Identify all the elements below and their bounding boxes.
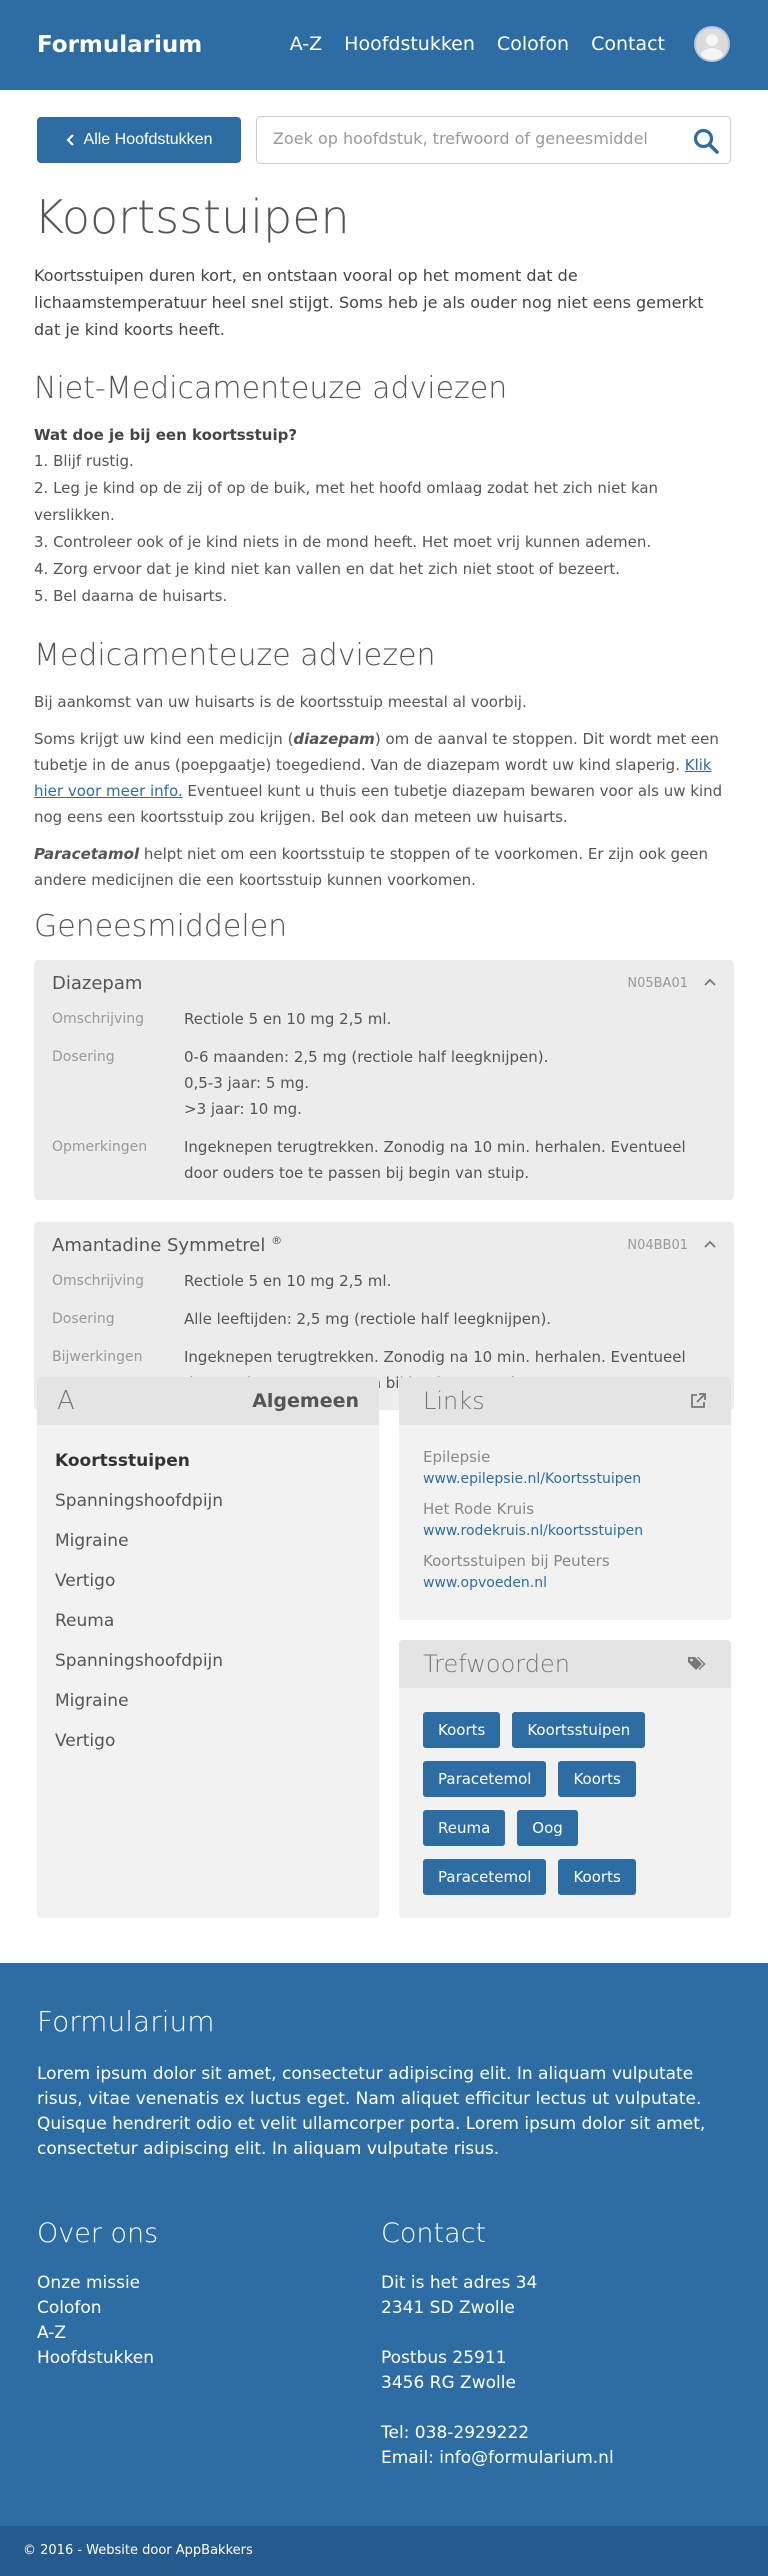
drug-row-label: Dosering: [52, 1311, 115, 1327]
tag-button[interactable]: Koortsstuipen: [512, 1712, 645, 1748]
step-item: 2. Leg je kind op de zij of op de buik, met het hoofd omlaag zodat het zich niet kan verslikken.: [34, 479, 659, 524]
copyright-bar: © 2016 - Website door AppBakkers: [0, 2526, 768, 2576]
drug-row-label: Dosering: [52, 1049, 115, 1065]
step-item: 5. Bel daarna de huisarts.: [34, 587, 228, 605]
link-item: [423, 1551, 707, 1593]
drugs-heading: Geneesmiddelen: [34, 909, 288, 944]
link-list: [399, 1425, 731, 1625]
drug-row-label: Omschrijving: [52, 1273, 144, 1289]
index-header: [37, 1377, 379, 1425]
question-title: Wat doe je bij een koortsstuip?: [34, 426, 298, 444]
spacer: [381, 2396, 614, 2421]
drug-row: [52, 1306, 716, 1332]
footer-about-heading: Over ons: [37, 2218, 159, 2249]
drug-row: [52, 1006, 716, 1032]
external-link-icon: [689, 1392, 707, 1410]
index-item[interactable]: Reuma: [55, 1611, 115, 1631]
intro-text: Koortsstuipen duren kort, en ontstaan vooral op het moment dat de lichaamstemperatuur heel snel stijgt. Soms heb je als ouder nog niet eens gemerkt dat je kind koorts heeft.: [34, 266, 704, 339]
search-input[interactable]: [273, 129, 673, 148]
drug-row-value: Ingeknepen terugtrekken. Zonodig na 10 min. herhalen. Eventueel door ouders toe te passen bij begin van stuip.: [184, 1138, 686, 1182]
footer-about: [37, 2218, 158, 2371]
drug-card-diazepam: [34, 960, 734, 1200]
drug-row-value: Ingeknepen terugtrekken. Zonodig na 10 min. herhalen. Eventueel bij: [184, 1348, 686, 1392]
footer-contact-lines: [381, 2271, 614, 2471]
links-panel: [399, 1377, 731, 1620]
drug-card-header[interactable]: [52, 1230, 716, 1260]
footer-description: Lorem ipsum dolor sit amet, consectetur adipiscing elit. In aliquam vulputate risus, vitae venenatis ex luctus eget. Nam aliquet efficitur lectus ut vulputate. Quisque hendrerit odio et velit ullamcorper porta. Lorem ipsum dolor sit amet, consectetur adipiscing elit. In aliquam vulputate risus.: [37, 2064, 706, 2159]
paracetamol-emphasis: Paracetamol: [34, 845, 140, 863]
tags-panel: [399, 1640, 731, 1918]
tag-button[interactable]: Reuma: [423, 1810, 505, 1846]
footer-link[interactable]: A-Z: [37, 2323, 67, 2343]
step-item: 1. Blijf rustig.: [34, 452, 134, 470]
index-item[interactable]: Vertigo: [55, 1571, 116, 1591]
footer-about-links: [37, 2271, 158, 2371]
links-title: Links: [423, 1387, 485, 1415]
drug-row-label: Opmerkingen: [52, 1139, 148, 1155]
phone-line[interactable]: Tel: 038-2929222: [381, 2423, 530, 2443]
tags-header: [399, 1640, 731, 1688]
tag-button[interactable]: Koorts: [558, 1761, 635, 1797]
search-icon[interactable]: [692, 127, 720, 155]
step-item: 3. Controleer ook of je kind niets in de mond heeft. Het moet vrij kunnen ademen.: [34, 533, 652, 551]
site-footer: [0, 1963, 768, 2526]
drug-row: [52, 1134, 716, 1186]
main-content: [34, 185, 734, 1432]
drug-name: Diazepam: [52, 972, 143, 994]
drug-row-value: Alle leeftijden: 2,5 mg (rectiole half leegknijpen).: [184, 1310, 552, 1328]
link-name: Epilepsie: [423, 1448, 491, 1466]
link-item: [423, 1447, 707, 1489]
link-url[interactable]: www.rodekruis.nl/koortsstuipen: [423, 1523, 644, 1539]
diazepam-emphasis: diazepam: [293, 730, 375, 748]
address-line: Dit is het adres 34: [381, 2273, 538, 2293]
drug-row: [52, 1044, 716, 1122]
index-item[interactable]: Koortsstuipen: [55, 1451, 190, 1471]
index-item[interactable]: Spanningshoofdpijn: [55, 1651, 224, 1671]
med-paragraph-3: [34, 841, 734, 893]
chevron-left-icon: [66, 134, 76, 146]
drug-row: [52, 1268, 716, 1294]
all-chapters-button[interactable]: [37, 117, 241, 163]
drug-code: N05BA01: [627, 975, 688, 991]
footer-brand: Formularium: [37, 2005, 215, 2038]
link-item: [423, 1499, 707, 1541]
index-panel: [37, 1377, 379, 1918]
tags-icon: [687, 1655, 707, 1673]
links-header: [399, 1377, 731, 1425]
text-span: Soms krijgt uw kind een medicijn (: [34, 730, 294, 748]
text-span: Eventueel kunt u thuis een tubetje diazepam bewaren voor als uw kind nog eens een koortsstuip zou krijgen. Bel ook dan meteen uw huisarts.: [34, 782, 723, 826]
index-letter: A: [57, 1386, 75, 1416]
user-avatar[interactable]: [694, 26, 730, 62]
med-heading: Medicamenteuze adviezen: [34, 638, 436, 673]
footer-link[interactable]: Onze missie: [37, 2273, 141, 2293]
page-title: Koortsstuipen: [34, 190, 350, 244]
index-category: Algemeen: [252, 1390, 359, 1412]
search-box: [256, 116, 731, 164]
text-span: ) om de aanval te stoppen. Dit wordt met een tubetje in de anus (poepgaatje) toegediend. Van de diazepam wordt uw kind slaperig.: [34, 730, 719, 774]
drug-row-value: Rectiole 5 en 10 mg 2,5 ml.: [184, 1272, 392, 1290]
main-nav: [290, 33, 665, 55]
nav-contact[interactable]: Contact: [591, 33, 665, 55]
drug-row-value: Rectiole 5 en 10 mg 2,5 ml.: [184, 1010, 392, 1028]
po-line: 3456 RG Zwolle: [381, 2373, 516, 2393]
link-name: Het Rode Kruis: [423, 1500, 535, 1518]
site-header: [0, 0, 768, 90]
tag-list: [399, 1688, 731, 1919]
med-paragraph-1: Bij aankomst van uw huisarts is de koortsstuip meestal al voorbij.: [34, 693, 527, 711]
nav-hoofdstukken[interactable]: Hoofdstukken: [344, 33, 475, 55]
tag-button[interactable]: Paracetemol: [423, 1761, 546, 1797]
po-line: Postbus 25911: [381, 2348, 507, 2368]
drug-card-header[interactable]: [52, 968, 716, 998]
spacer: [381, 2321, 614, 2346]
site-logo[interactable]: Formularium: [37, 32, 203, 58]
footer-link[interactable]: Colofon: [37, 2298, 102, 2318]
link-name: Koortsstuipen bij Peuters: [423, 1552, 610, 1570]
index-list: [37, 1425, 379, 1777]
footer-contact: [381, 2218, 614, 2471]
tag-button[interactable]: Koorts: [558, 1859, 635, 1895]
footer-contact-heading: Contact: [381, 2218, 487, 2249]
address-line: 2341 SD Zwolle: [381, 2298, 515, 2318]
footer-link[interactable]: Hoofdstukken: [37, 2348, 154, 2368]
non-med-heading: Niet-Medicamenteuze adviezen: [34, 371, 508, 406]
chevron-up-icon[interactable]: [704, 977, 716, 989]
link-url[interactable]: www.opvoeden.nl: [423, 1575, 548, 1591]
tag-button[interactable]: Paracetemol: [423, 1859, 546, 1895]
text-span: helpt niet om een koortsstuip te stoppen of te voorkomen. Er zijn ook geen andere medicijnen die een koortsstuip kunnen voorkomen.: [34, 845, 709, 889]
drug-row-label: Bijwerkingen: [52, 1349, 143, 1365]
drug-row-label: Omschrijving: [52, 1011, 144, 1027]
index-item[interactable]: Migraine: [55, 1531, 129, 1551]
index-item[interactable]: Vertigo: [55, 1731, 116, 1751]
link-url[interactable]: www.epilepsie.nl/Koortsstuipen: [423, 1471, 642, 1487]
nav-a-z[interactable]: A-Z: [289, 33, 323, 55]
more-info-link[interactable]: Klik hier voor meer info.: [34, 756, 712, 800]
tag-button[interactable]: Oog: [517, 1810, 578, 1846]
nav-colofon[interactable]: Colofon: [496, 33, 570, 55]
registered-mark: ®: [271, 1234, 283, 1247]
drug-name-text: Amantadine Symmetrel: [52, 1235, 266, 1256]
index-item[interactable]: Spanningshoofdpijn: [55, 1491, 224, 1511]
email-line[interactable]: Email: info@formularium.nl: [381, 2448, 614, 2468]
step-item: 4. Zorg ervoor dat je kind niet kan vallen en dat het zich niet stoot of bezeert.: [34, 560, 621, 578]
steps-list: [34, 448, 734, 610]
med-paragraph-2: [34, 726, 734, 830]
drug-name: [52, 1234, 627, 1256]
all-chapters-label: Alle Hoofdstukken: [83, 131, 213, 148]
drug-code: N04BB01: [627, 1237, 688, 1253]
index-item[interactable]: Migraine: [55, 1691, 129, 1711]
tags-title: Trefwoorden: [423, 1650, 570, 1678]
drug-row-value: 0-6 maanden: 2,5 mg (rectiole half leegknijpen). 0,5-3 jaar: 5 mg. >3 jaar: 10 mg.: [184, 1048, 549, 1118]
chevron-up-icon[interactable]: [704, 1239, 716, 1251]
tag-button[interactable]: Koorts: [423, 1712, 500, 1748]
